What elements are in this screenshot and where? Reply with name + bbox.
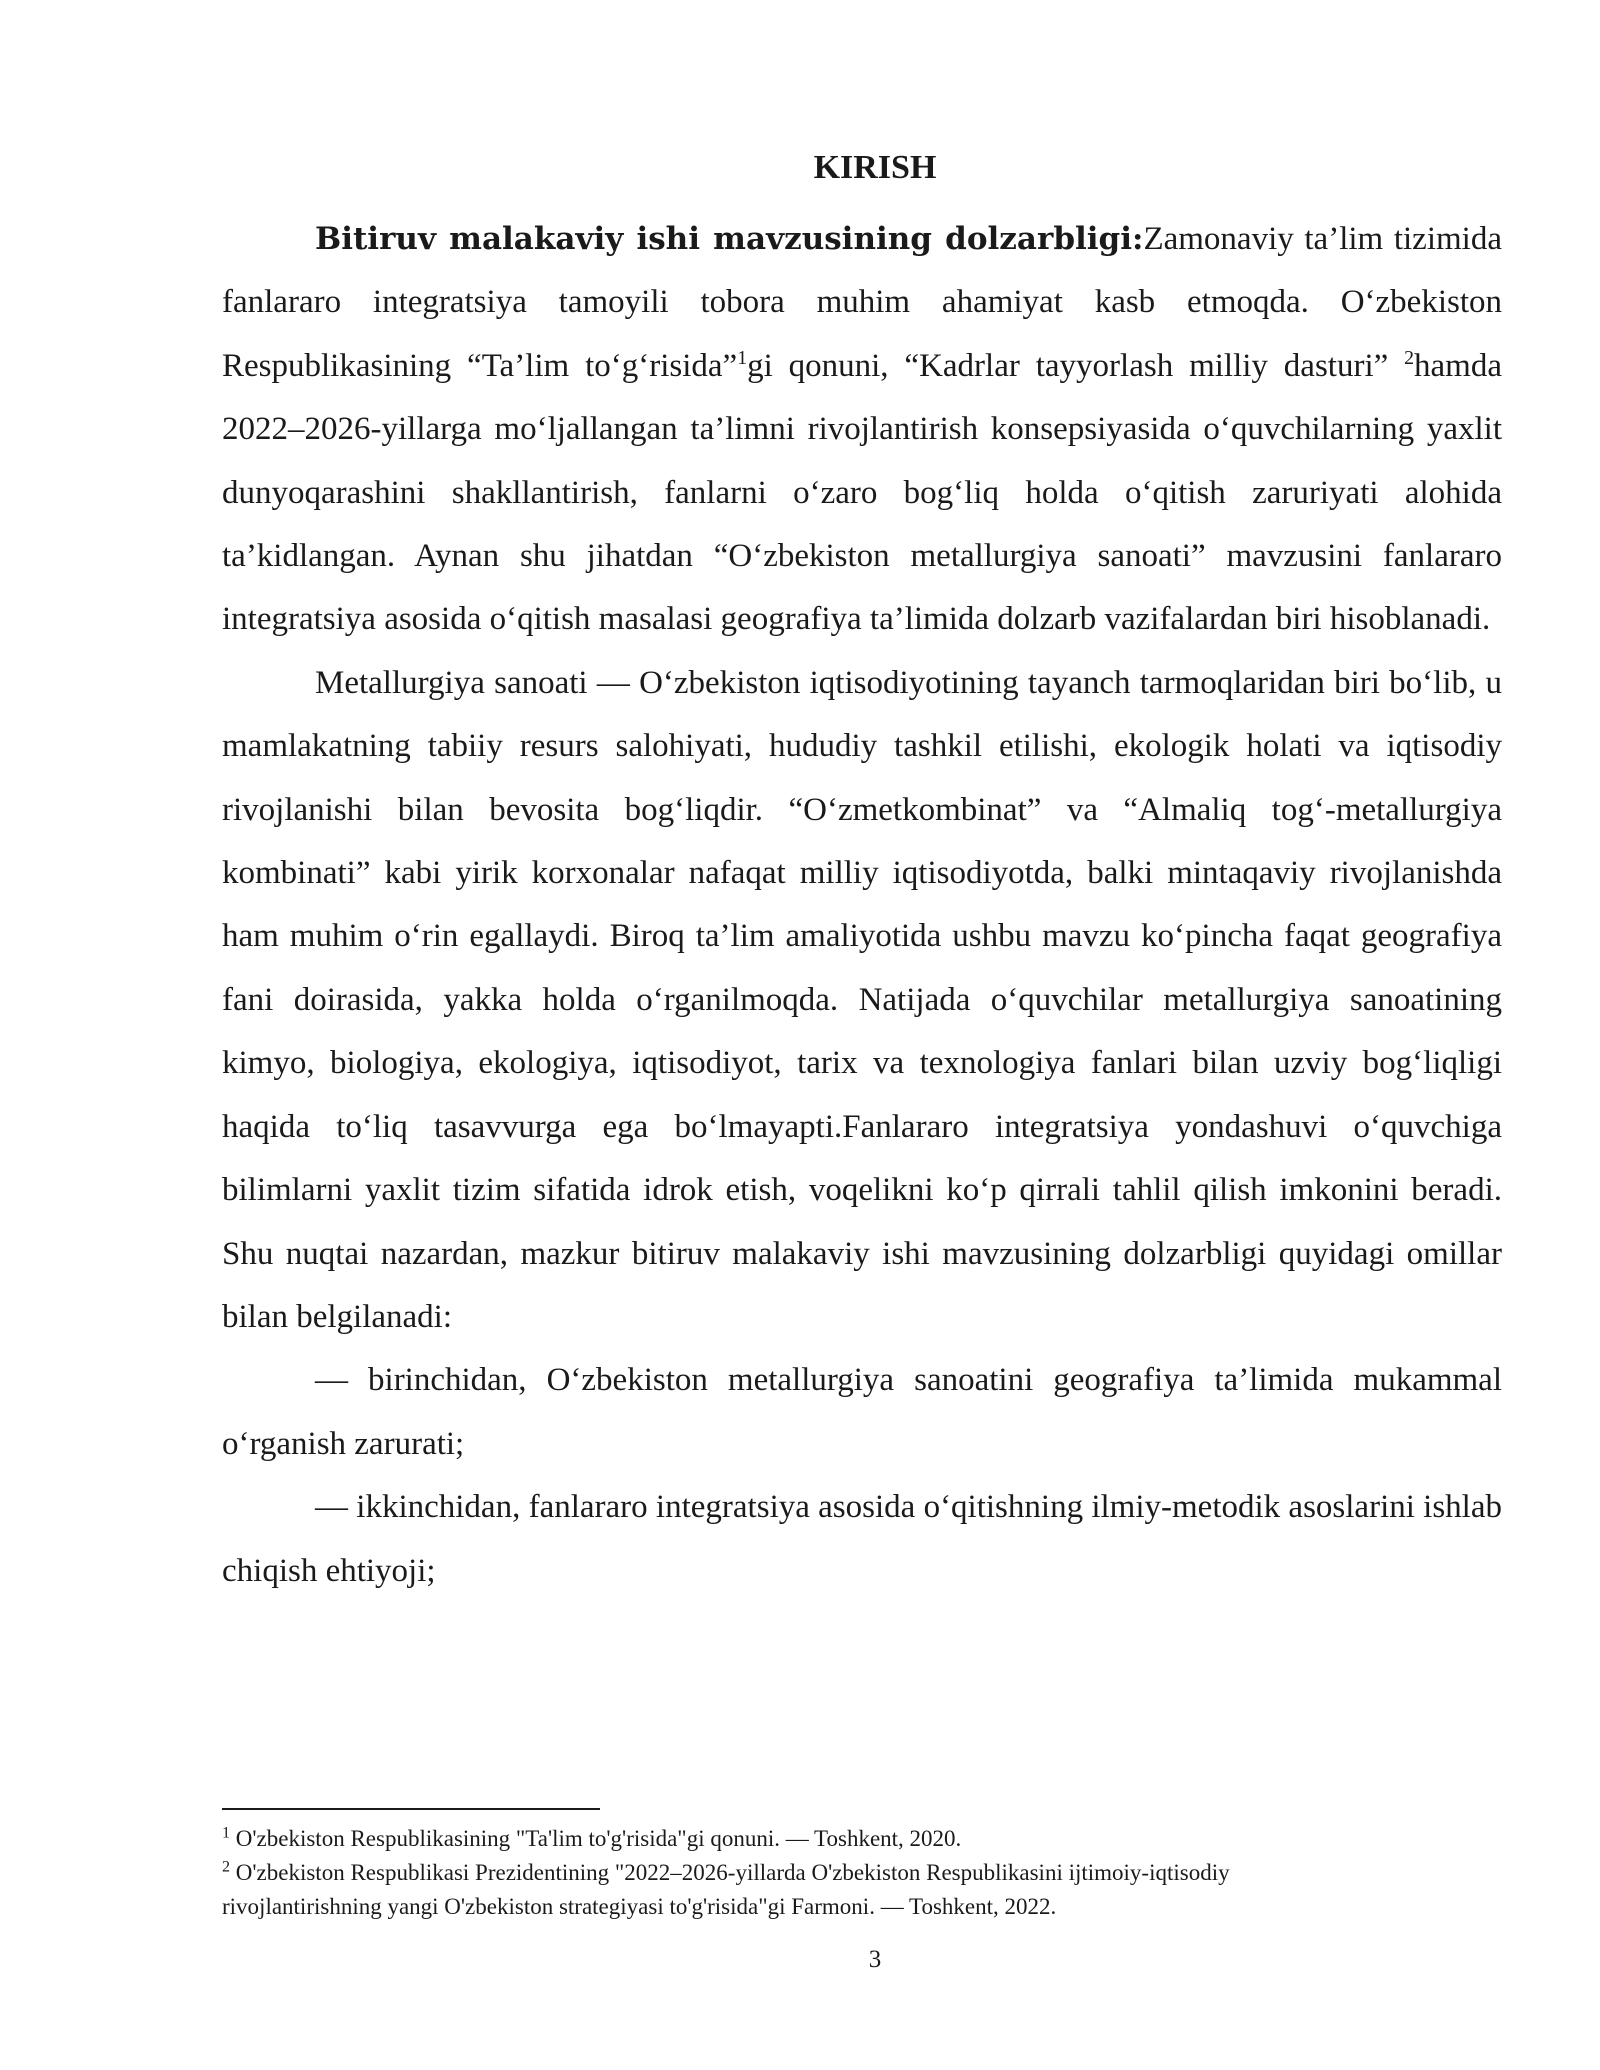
paragraph-text: gi qonuni, “Kadrlar tayyorlash milliy dasturi” xyxy=(747,347,1405,384)
footnote-text: O'zbekiston Respublikasi Prezidentining "2022–2026-yillarda O'zbekiston Respublikasini ijtimoiy-iqtisodiy rivojlantirishning yangi O'zbekiston strategiyasi to'g'risida"gi Farmoni. — Toshkent, 2022. xyxy=(222,1860,1230,1919)
paragraph-text: Zamonaviy ta’lim tizimida fanlararo integratsiya tamoyili tobora muhim ahamiyat kasb etmoqda. O‘zbekiston Respublikasining “Ta’lim to‘g‘risida” xyxy=(222,221,1502,384)
footnote-mark: 1 xyxy=(222,1824,231,1842)
paragraph-metallurgy: Metallurgiya sanoati — O‘zbekiston iqtisodiyotining tayanch tarmoqlaridan biri bo‘lib, u mamlakatning tabiiy resurs salohiyati, hududiy tashkil etilishi, ekologik holati va iqtisodiy rivojlanishi bilan bevosita bog‘liqdir. “O‘zmetkombinat” va “Almaliq tog‘-metallurgiya kombinati” kabi yirik korxonalar nafaqat milliy iqtisodiyotda, balki mintaqaviy rivojlanishda ham muhim o‘rin egallaydi. Biroq ta’lim amaliyotida ushbu mavzu ko‘pincha faqat geografiya fani doirasida, yakka holda o‘rganilmoqda. Natijada o‘quvchilar metallurgiya sanoatining kimyo, biologiya, ekologiya, iqtisodiyot, tarix va texnologiya fanlari bilan uzviy bog‘liqligi haqida to‘liq tasavvurga ega bo‘lmayapti.Fanlararo integratsiya yondashuvi o‘quvchiga bilimlarni yaxlit tizim sifatida idrok etish, voqelikni ko‘p qirrali tahlil qilish imkonini beradi. Shu nuqtai nazardan, mazkur bitiruv malakaviy ishi mavzusining dolzarbligi quyidagi omillar bilan belgilanadi: xyxy=(222,664,1502,1335)
body-text xyxy=(222,208,1502,1603)
page-title: KIRISH xyxy=(813,149,937,186)
footnote-mark: 2 xyxy=(222,1858,231,1876)
relevance-heading: Bitiruv malakaviy ishi mavzusining dolzarbligi: xyxy=(315,221,1144,257)
list-item: — birinchidan, O‘zbekiston metallurgiya sanoatini geografiya ta’limida mukammal o‘rganish zarurati; xyxy=(222,1362,1502,1462)
list-item: — ikkinchidan, fanlararo integratsiya asosida o‘qitishning ilmiy-metodik asoslarini ishlab chiqish ehtiyoji; xyxy=(222,1489,1502,1589)
paragraph-text: hamda 2022–2026-yillarga mo‘ljallangan ta’limni rivojlantirish konsepsiyasida o‘quvchilarning yaxlit dunyoqarashini shakllantirish, fanlarni o‘zaro bog‘liq holda o‘qitish zaruriyati alohida ta’kidlangan. Aynan shu jihatdan “O‘zbekiston metallurgiya sanoati” mavzusini fanlararo integratsiya asosida o‘qitish masalasi geografiya ta’limida dolzarb vazifalardan biri hisoblanadi. xyxy=(222,347,1502,638)
footnote-divider xyxy=(222,1808,600,1810)
footnotes xyxy=(222,1822,1392,1924)
footnote-ref-1[interactable]: 1 xyxy=(737,346,748,369)
page-number: 3 xyxy=(868,1946,882,1973)
footnote-text: O'zbekiston Respublikasining "Ta'lim to'g'risida"gi qonuni. — Toshkent, 2020. xyxy=(230,1826,962,1851)
footnote-ref-2[interactable]: 2 xyxy=(1404,346,1415,369)
footnote-2 xyxy=(222,1856,1392,1924)
footnote-1 xyxy=(222,1822,1392,1856)
paragraph-relevance xyxy=(222,208,1502,652)
